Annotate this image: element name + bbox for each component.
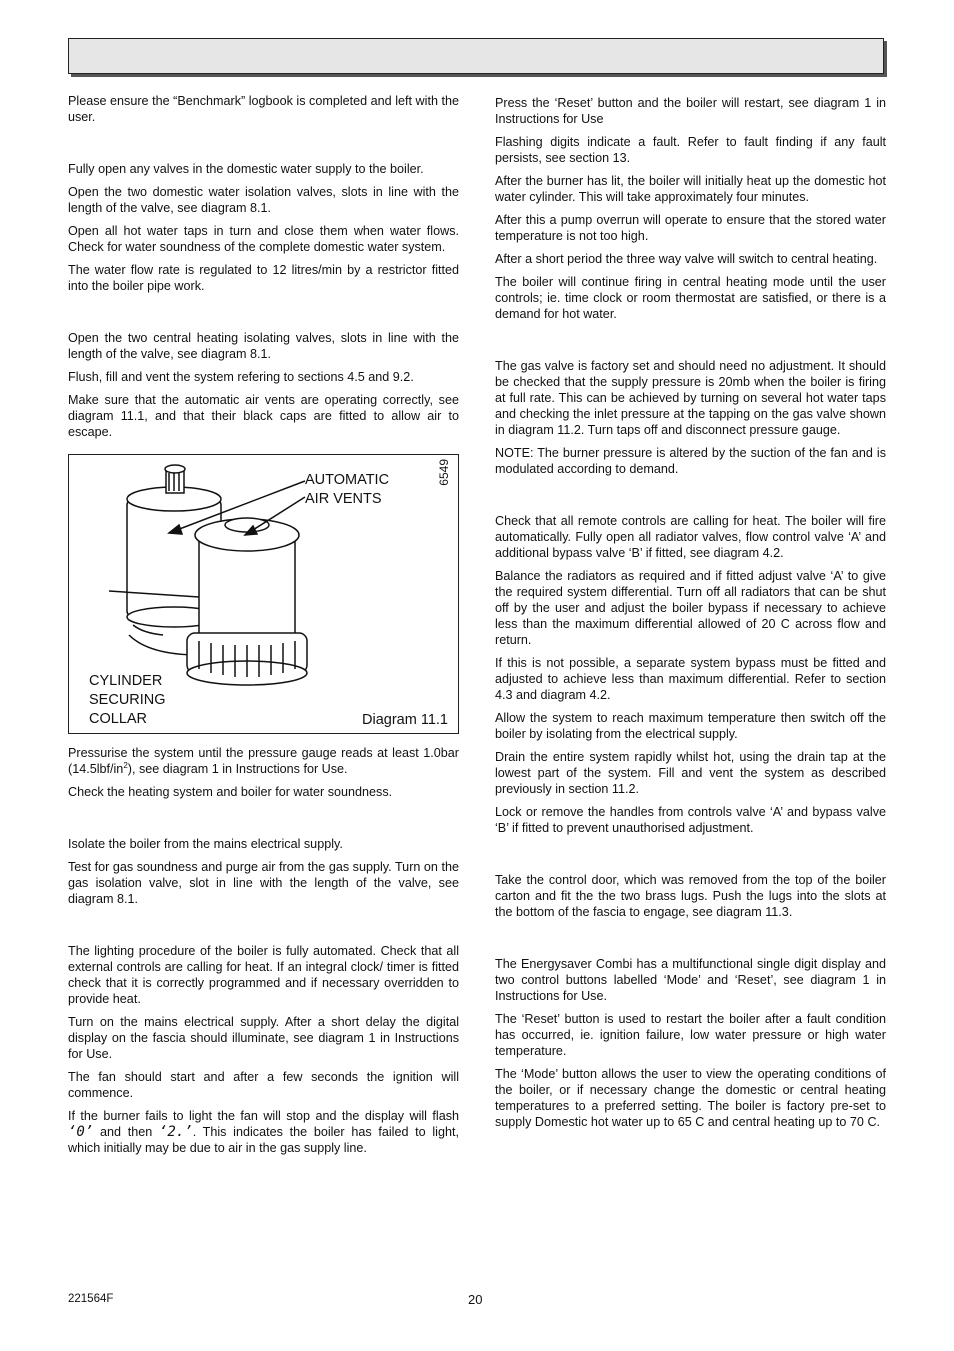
paragraph: Allow the system to reach maximum temperature then switch off the boiler by isolating from the electrical supply. <box>495 711 886 741</box>
paragraph: The water flow rate is regulated to 12 litres/min by a restrictor fitted into the boiler pipe work. <box>68 263 459 293</box>
paragraph: Flush, fill and vent the system refering to sections 4.5 and 9.2. <box>68 370 414 384</box>
display-digit-2: ‘2.’ <box>158 1124 193 1140</box>
left-column <box>68 93 459 1163</box>
figure-caption: Diagram 11.1 <box>362 712 448 728</box>
display-digit-0: ‘0’ <box>68 1124 94 1140</box>
paragraph: The gas valve is factory set and should need no adjustment. It should be checked that the supply pressure is 20mb when the boiler is firing at full rate. This can be achieved by turning on several hot water taps and checking the inlet pressure at the tapping on the gas valve shown in diagram 11.2. Turn taps off and disconnect pressure gauge. <box>495 359 886 437</box>
paragraph: Fully open any valves in the domestic water supply to the boiler. <box>68 162 424 176</box>
paragraph: The ‘Mode’ button allows the user to view the operating conditions of the boiler, or if necessary change the domestic or central heating temperatures to a preferred setting. The boiler is factory pre-set to supply Domestic hot water up to 65 C and central heating up to 70 C. <box>495 1067 886 1129</box>
right-column <box>495 95 886 1137</box>
paragraph: Open all hot water taps in turn and close them when water flows. Check for water soundness of the complete domestic water system. <box>68 224 459 254</box>
paragraph: Check that all remote controls are calling for heat. The boiler will fire automatically. Fully open all radiator valves, flow control valve ‘A’ and additional bypass valve ‘B’ if fitted, see diagram 4.2. <box>495 514 886 560</box>
paragraph: The fan should start and after a few seconds the ignition will commence. <box>68 1070 459 1100</box>
paragraph: Drain the entire system rapidly whilst hot, using the drain tap at the lowest part of the system. Fill and vent the system as described previously in section 11.2. <box>495 750 886 796</box>
paragraph: Lock or remove the handles from controls valve ‘A’ and bypass valve ‘B’ if fitted to prevent unauthorised adjustment. <box>495 805 886 835</box>
figure-label-automatic-air-vents: AUTOMATIC AIR VENTS <box>305 472 390 507</box>
paragraph: The Energysaver Combi has a multifunctional single digit display and two control buttons labelled ‘Mode’ and ‘Reset’, see diagram 1 in Instructions for Use. <box>495 957 886 1003</box>
paragraph: Press the ‘Reset’ button and the boiler will restart, see diagram 1 in Instructions for Use <box>495 96 886 126</box>
paragraph: The ‘Reset’ button is used to restart the boiler after a fault condition has occurred, ie. ignition failure, low water pressure or high water temperature. <box>495 1012 886 1058</box>
paragraph: If this is not possible, a separate system bypass must be fitted and adjusted to achieve less than maximum differential. Refer to section 4.3 and diagram 4.2. <box>495 656 886 702</box>
paragraph: The lighting procedure of the boiler is fully automated. Check that all external controls are calling for heat. If an integral clock/ timer is fitted check that it is correctly programmed and if necessary overridden to provide heat. <box>68 944 459 1006</box>
paragraph: Make sure that the automatic air vents are operating correctly, see diagram 11.1, and that their black caps are fitted to allow air to escape. <box>68 393 459 439</box>
document-code: 221564F <box>68 1293 114 1305</box>
paragraph: Open the two central heating isolating valves, slots in line with the length of the valve, see diagram 8.1. <box>68 331 459 361</box>
diagram-11-1 <box>68 454 459 734</box>
paragraph: Open the two domestic water isolation valves, slots in line with the length of the valve, see diagram 8.1. <box>68 185 459 215</box>
paragraph: Please ensure the “Benchmark” logbook is completed and left with the user. <box>68 94 459 124</box>
paragraph: After the burner has lit, the boiler will initially heat up the domestic hot water cylinder. This will take approximately four minutes. <box>495 174 886 204</box>
paragraph: Take the control door, which was removed from the top of the boiler carton and fit the the two brass lugs. Push the lugs into the slots at the bottom of the fascia to engage, see diagram 11.3. <box>495 873 886 919</box>
paragraph: After this a pump overrun will operate to ensure that the stored water temperature is not too high. <box>495 213 886 243</box>
paragraph: Check the heating system and boiler for water soundness. <box>68 785 393 799</box>
paragraph: If the burner fails to light the fan will stop and the display will flash ‘0’ and then ‘2.’. This indicates the boiler has failed to light, which initially may be due to air in the gas supply line. <box>68 1109 459 1155</box>
paragraph: The boiler will continue firing in central heating mode until the user controls; ie. time clock or room thermostat are satisfied, or there is a demand for hot water. <box>495 275 886 321</box>
paragraph: After a short period the three way valve will switch to central heating. <box>495 252 878 266</box>
figure-label-cylinder-collar: CYLINDER SECURING COLLAR <box>89 673 166 727</box>
paragraph: Isolate the boiler from the mains electrical supply. <box>68 837 343 851</box>
paragraph: NOTE: The burner pressure is altered by the suction of the fan and is modulated according to demand. <box>495 446 886 476</box>
paragraph: Balance the radiators as required and if fitted adjust valve ‘A’ to give the required system differential. Turn off all radiators that can be shut off by the user and adjust the boiler bypass if necessary to achieve less than the maximum differential allowed of 20 C across flow and return. <box>495 569 886 647</box>
paragraph: Pressurise the system until the pressure gauge reads at least 1.0bar $(14.5lbf/in^2)$, see diagram 1 in Instructions for Use. <box>68 746 459 776</box>
section-header-bar <box>68 38 884 74</box>
paragraph: Turn on the mains electrical supply. After a short delay the digital display on the fascia should illuminate, see diagram 1 in Instructions for Use. <box>68 1015 459 1061</box>
paragraph: Test for gas soundness and purge air from the gas supply. Turn on the gas isolation valve, slot in line with the length of the valve, see diagram 8.1. <box>68 860 459 906</box>
figure-number: 6549 <box>437 459 451 486</box>
paragraph: Flashing digits indicate a fault. Refer to fault finding if any fault persists, see section 13. <box>495 135 886 165</box>
page-number: 20 <box>468 1292 483 1307</box>
